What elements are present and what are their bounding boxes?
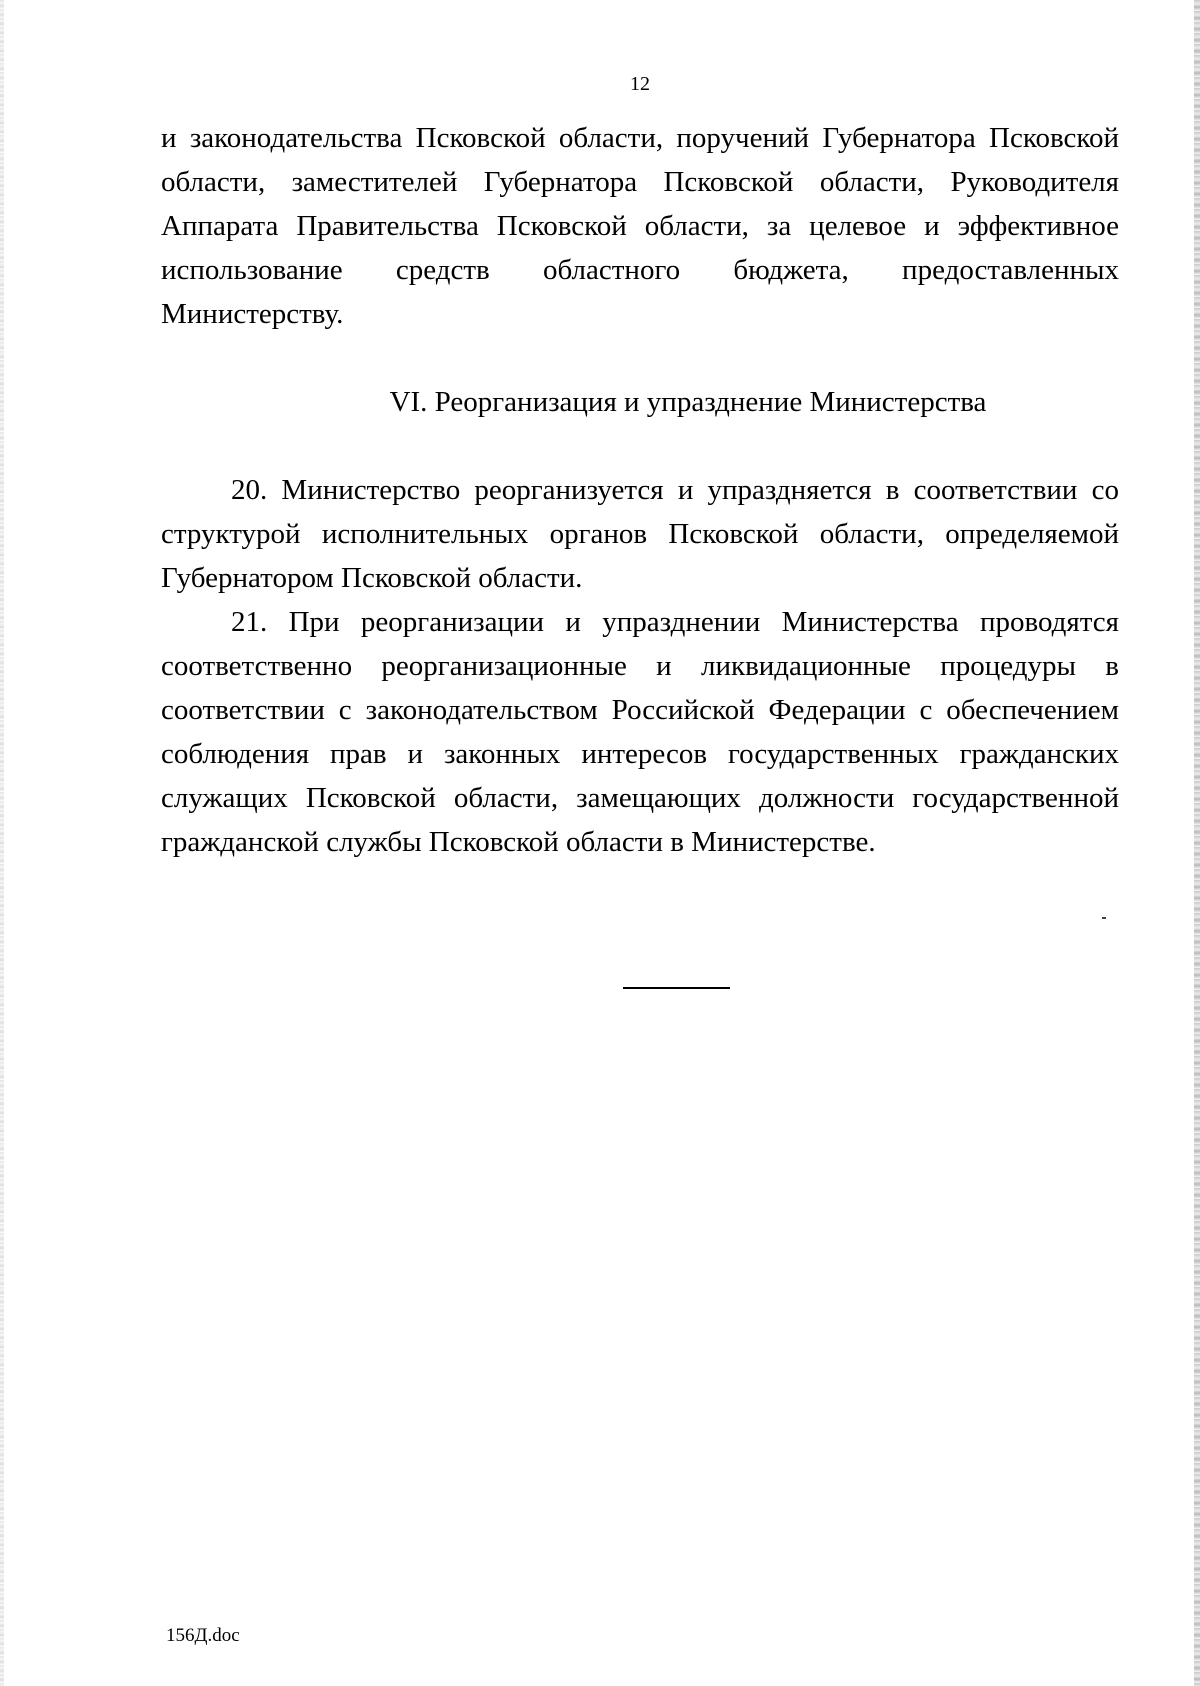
- paragraph-21: 21. При реорганизации и упразднении Министерства проводятся соответственно реорганизационные и ликвидационные процедуры в соответствии с законодательством Российской Федерации с обеспечением соблюдения прав и законных интересов государственных гражданских служащих Псковской области, замещающих должности государственной гражданской службы Псковской области в Министерстве.: [161, 606, 1119, 858]
- closing-rule: [623, 987, 730, 989]
- intro-paragraph: и законодательства Псковской области, поручений Губернатора Псковской области, заместителей Губернатора Псковской области, Руководителя Аппарата Правительства Псковской области, за целевое и эффективное использование средств областного бюджета, предоставленных Министерству.: [161, 122, 1119, 330]
- section-heading: VI. Реорганизация и упразднение Министерства: [389, 386, 987, 418]
- scan-edge-right: [1194, 0, 1200, 1686]
- page-number: 12: [630, 73, 650, 95]
- file-name: 156Д.doc: [166, 1625, 240, 1646]
- intro-text-block: [161, 116, 1119, 336]
- paragraph-20: 20. Министерство реорганизуется и упраздняется в соответствии со структурой исполнительных органов Псковской области, определяемой Губернатором Псковской области.: [161, 474, 1119, 594]
- scan-speck: [1102, 917, 1106, 919]
- section-text-block: [161, 468, 1119, 864]
- scan-edge-left: [0, 0, 4, 1686]
